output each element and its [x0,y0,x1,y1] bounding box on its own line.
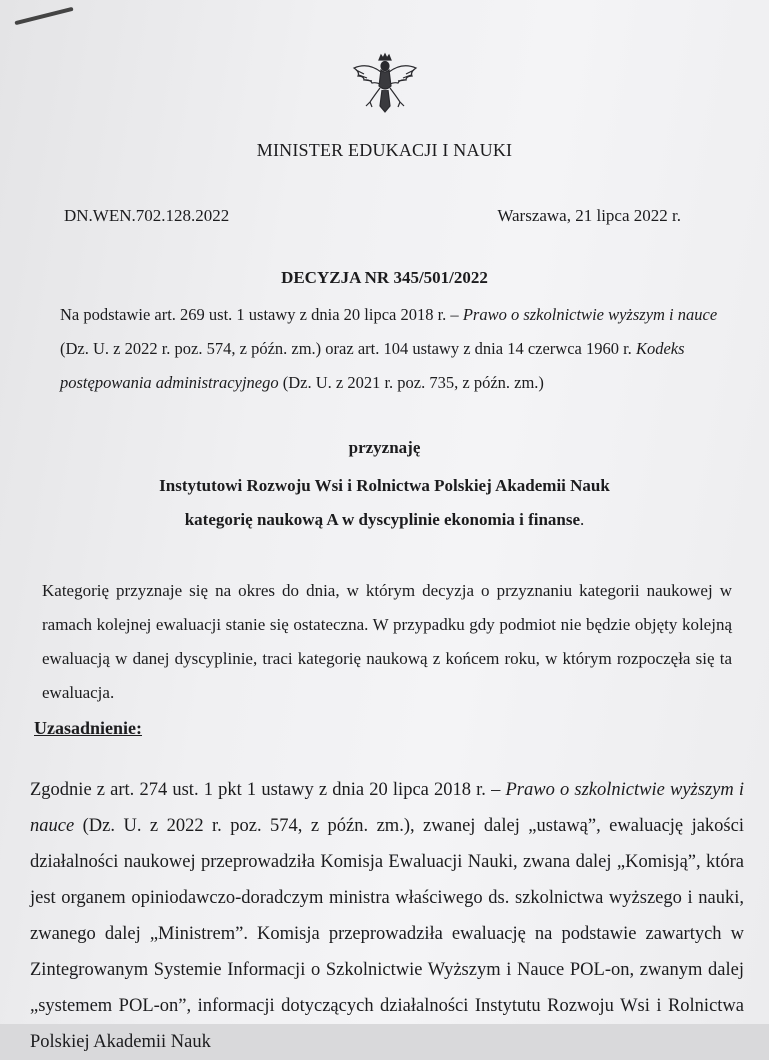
polish-eagle-emblem-icon [350,52,420,114]
legal-basis-text-2: (Dz. U. z 2022 r. poz. 574, z późn. zm.) oraz art. 104 ustawy z dnia 14 czerwca 1960 r. [60,339,636,358]
legal-basis-text-1: Na podstawie art. 269 ust. 1 ustawy z dnia 20 lipca 2018 r. – [60,305,463,324]
category-period: . [580,510,585,529]
reference-number: DN.WEN.702.128.2022 [64,206,230,225]
category-line [0,510,769,530]
justification-text-2: (Dz. U. z 2022 r. poz. 574, z późn. zm.), zwanej dalej „ustawą”, ewaluację jakości działalności naukowej przeprowadziła Komisja Ewaluacji Nauki, zwana dalej „Komisją”, która jest organem opiniodawczo-doradczym ministra właściwego ds. szkolnictwa wyższego i nauki, zwanego dalej „Ministrem”. Komisja przeprowadziła ewaluację na podstawie zawartych w Zintegrowanym Systemie Informacji o Szkolnictwie Wyższym i Nauce POL-on, zwanym dalej „systemem POL-on”, informacji dotyczących działalności Instytutu Rozwoju Wsi i Rolnictwa Polskiej Akademii Nauk [30,816,744,1052]
decision-title: DECYZJA NR 345/501/2022 [281,268,488,287]
grant-word: przyznaję [348,438,421,457]
justification-act-title: Prawo o szkolnictwie wyższym i nauce [30,780,744,836]
category-period-paragraph: Kategorię przyznaje się na okres do dnia, w którym decyzja o przyznaniu kategorii naukowej w ramach kolejnej ewaluacji stanie się ostateczna. W przypadku gdy podmiot nie będzie objęty kolejną ewaluacją w danej dyscyplinie, traci kategorię naukową z końcem roku, w którym rozpoczęła się ta ewaluacja. [42,581,732,702]
justification-paragraph [30,772,744,1060]
justification-text-1: Zgodnie z art. 274 ust. 1 pkt 1 ustawy z dnia 20 lipca 2018 r. – [30,780,506,800]
justification-heading: Uzasadnienie: [34,718,142,738]
legal-basis-text-3: (Dz. U. z 2021 r. poz. 735, z późn. zm.) [278,373,544,392]
pen-mark [14,7,73,25]
act-title-administrative-code: Kodeks postępowania administracyjnego [60,339,685,392]
legal-basis-paragraph [60,298,740,400]
place-and-date: Warszawa, 21 lipca 2022 r. [497,206,681,225]
category-text: kategorię naukową A w dyscyplinie ekonomia i finanse [184,510,581,529]
institution-name: Instytutowi Rozwoju Wsi i Rolnictwa Polskiej Akademii Nauk [159,476,610,495]
act-title-higher-education: Prawo o szkolnictwie wyższym i nauce [462,305,718,324]
ministry-name: MINISTER EDUKACJI I NAUKI [256,140,513,160]
